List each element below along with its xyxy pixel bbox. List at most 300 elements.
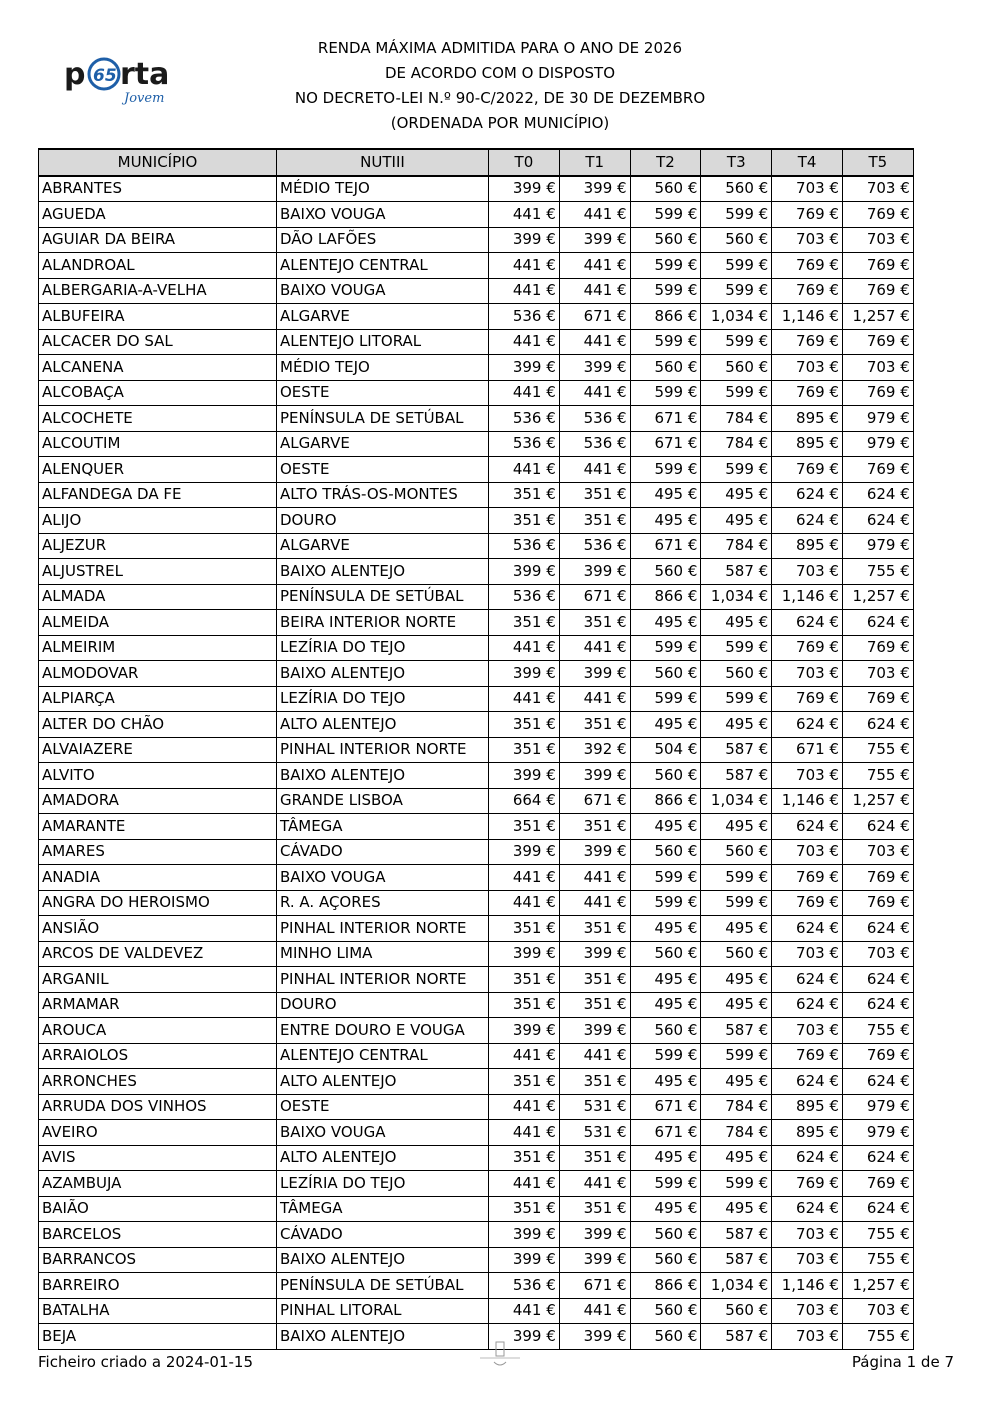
cell-t2: 599 € — [630, 635, 701, 661]
cell-t3: 784 € — [701, 1120, 772, 1146]
cell-t4: 769 € — [772, 865, 843, 891]
cell-t1: 399 € — [559, 839, 630, 865]
cell-t5: 1,257 € — [842, 1273, 913, 1299]
cell-t4: 895 € — [772, 406, 843, 432]
cell-t5: 1,257 € — [842, 304, 913, 330]
cell-t1: 399 € — [559, 176, 630, 202]
cell-t1: 441 € — [559, 635, 630, 661]
cell-municipio: ALMEIDA — [39, 610, 277, 636]
cell-t0: 536 € — [489, 304, 560, 330]
cell-t1: 671 € — [559, 584, 630, 610]
table-row — [39, 890, 914, 916]
porta-65-jovem-logo — [60, 50, 190, 110]
cell-t3: 587 € — [701, 737, 772, 763]
cell-t5: 755 € — [842, 1324, 913, 1350]
cell-municipio: ALCOUTIM — [39, 431, 277, 457]
header-line: NO DECRETO-LEI N.º 90-C/2022, DE 30 DE DEZEMBRO — [294, 89, 706, 107]
cell-t1: 441 € — [559, 1298, 630, 1324]
table-row — [39, 406, 914, 432]
table-row — [39, 457, 914, 483]
document-header — [200, 36, 800, 136]
table-row — [39, 380, 914, 406]
cell-nutiii: DOURO — [277, 508, 489, 534]
cell-t0: 351 € — [489, 1069, 560, 1095]
cell-t5: 769 € — [842, 890, 913, 916]
cell-municipio: AMARANTE — [39, 814, 277, 840]
column-header-municipio: MUNICÍPIO — [39, 149, 277, 176]
cell-t2: 866 € — [630, 1273, 701, 1299]
cell-t5: 624 € — [842, 1196, 913, 1222]
cell-t3: 1,034 € — [701, 584, 772, 610]
table-row — [39, 865, 914, 891]
cell-t2: 560 € — [630, 355, 701, 381]
cell-nutiii: ALTO ALENTEJO — [277, 712, 489, 738]
cell-t0: 399 € — [489, 763, 560, 789]
cell-t4: 703 € — [772, 227, 843, 253]
cell-t3: 495 € — [701, 508, 772, 534]
cell-nutiii: PINHAL LITORAL — [277, 1298, 489, 1324]
cell-t2: 599 € — [630, 890, 701, 916]
cell-t0: 399 € — [489, 1018, 560, 1044]
cell-t2: 495 € — [630, 508, 701, 534]
cell-t4: 769 € — [772, 1171, 843, 1197]
cell-t0: 399 € — [489, 559, 560, 585]
cell-t3: 495 € — [701, 610, 772, 636]
cell-nutiii: ALTO ALENTEJO — [277, 1145, 489, 1171]
table-row — [39, 1298, 914, 1324]
cell-t3: 784 € — [701, 431, 772, 457]
cell-nutiii: R. A. AÇORES — [277, 890, 489, 916]
cell-t4: 769 € — [772, 329, 843, 355]
cell-t3: 599 € — [701, 1171, 772, 1197]
cell-t4: 703 € — [772, 1018, 843, 1044]
cell-t4: 624 € — [772, 1196, 843, 1222]
cell-municipio: AGUIAR DA BEIRA — [39, 227, 277, 253]
cell-municipio: ALTER DO CHÃO — [39, 712, 277, 738]
cell-t5: 624 € — [842, 967, 913, 993]
cell-nutiii: DÃO LAFÕES — [277, 227, 489, 253]
cell-nutiii: ALGARVE — [277, 304, 489, 330]
cell-t3: 495 € — [701, 916, 772, 942]
cell-t4: 1,146 € — [772, 1273, 843, 1299]
rent-table — [38, 148, 914, 1350]
cell-nutiii: CÁVADO — [277, 839, 489, 865]
cell-t1: 441 € — [559, 329, 630, 355]
table-row — [39, 227, 914, 253]
table-row — [39, 584, 914, 610]
cell-t3: 784 € — [701, 1094, 772, 1120]
cell-t5: 769 € — [842, 329, 913, 355]
cell-municipio: BARRANCOS — [39, 1247, 277, 1273]
cell-t3: 599 € — [701, 278, 772, 304]
cell-t5: 769 € — [842, 1171, 913, 1197]
cell-t1: 351 € — [559, 1196, 630, 1222]
cell-t0: 399 € — [489, 941, 560, 967]
cell-nutiii: BAIXO VOUGA — [277, 1120, 489, 1146]
cell-t0: 536 € — [489, 431, 560, 457]
cell-t1: 399 € — [559, 1018, 630, 1044]
table-row — [39, 304, 914, 330]
cell-nutiii: BAIXO ALENTEJO — [277, 763, 489, 789]
cell-t2: 599 € — [630, 865, 701, 891]
table-row — [39, 278, 914, 304]
cell-nutiii: ALENTEJO CENTRAL — [277, 1043, 489, 1069]
cell-t0: 399 € — [489, 176, 560, 202]
cell-t3: 560 € — [701, 355, 772, 381]
table-row — [39, 1171, 914, 1197]
cell-t2: 599 € — [630, 1043, 701, 1069]
cell-t5: 769 € — [842, 1043, 913, 1069]
cell-t3: 560 € — [701, 941, 772, 967]
cell-t0: 399 € — [489, 661, 560, 687]
cell-t3: 560 € — [701, 1298, 772, 1324]
table-row — [39, 1196, 914, 1222]
cell-t4: 769 € — [772, 278, 843, 304]
cell-t5: 769 € — [842, 686, 913, 712]
cell-t3: 587 € — [701, 559, 772, 585]
cell-t5: 755 € — [842, 1018, 913, 1044]
cell-t2: 599 € — [630, 202, 701, 228]
cell-t0: 351 € — [489, 814, 560, 840]
cell-t4: 703 € — [772, 941, 843, 967]
footer-created-date: Ficheiro criado a 2024-01-15 — [38, 1353, 254, 1371]
table-row — [39, 712, 914, 738]
cell-municipio: ALCOCHETE — [39, 406, 277, 432]
cell-municipio: AGUEDA — [39, 202, 277, 228]
header-line: RENDA MÁXIMA ADMITIDA PARA O ANO DE 2026 — [317, 39, 683, 57]
table-row — [39, 788, 914, 814]
cell-t1: 392 € — [559, 737, 630, 763]
cell-t5: 703 € — [842, 227, 913, 253]
cell-t2: 866 € — [630, 788, 701, 814]
cell-t1: 441 € — [559, 686, 630, 712]
table-row — [39, 610, 914, 636]
cell-t4: 703 € — [772, 839, 843, 865]
cell-municipio: BEJA — [39, 1324, 277, 1350]
cell-nutiii: LEZÍRIA DO TEJO — [277, 686, 489, 712]
cell-municipio: ALJEZUR — [39, 533, 277, 559]
cell-t0: 351 € — [489, 967, 560, 993]
cell-nutiii: OESTE — [277, 457, 489, 483]
cell-t4: 624 € — [772, 482, 843, 508]
table-row — [39, 686, 914, 712]
cell-t1: 399 € — [559, 559, 630, 585]
cell-nutiii: BAIXO ALENTEJO — [277, 1247, 489, 1273]
cell-municipio: ANADIA — [39, 865, 277, 891]
cell-municipio: AVEIRO — [39, 1120, 277, 1146]
cell-t0: 441 € — [489, 1043, 560, 1069]
cell-t0: 351 € — [489, 712, 560, 738]
cell-t0: 399 € — [489, 227, 560, 253]
cell-nutiii: OESTE — [277, 1094, 489, 1120]
cell-t5: 624 € — [842, 1069, 913, 1095]
cell-nutiii: LEZÍRIA DO TEJO — [277, 1171, 489, 1197]
cell-t0: 441 € — [489, 380, 560, 406]
cell-municipio: ARMAMAR — [39, 992, 277, 1018]
cell-t2: 560 € — [630, 1222, 701, 1248]
cell-t3: 587 € — [701, 1222, 772, 1248]
table-row — [39, 559, 914, 585]
table-row — [39, 635, 914, 661]
cell-municipio: ALCANENA — [39, 355, 277, 381]
cell-t0: 441 € — [489, 1298, 560, 1324]
cell-t5: 755 € — [842, 559, 913, 585]
cell-t3: 560 € — [701, 661, 772, 687]
cell-t2: 560 € — [630, 176, 701, 202]
cell-t3: 1,034 € — [701, 788, 772, 814]
cell-t1: 531 € — [559, 1120, 630, 1146]
cell-t5: 769 € — [842, 635, 913, 661]
cell-t5: 979 € — [842, 533, 913, 559]
cell-t1: 441 € — [559, 380, 630, 406]
cell-t4: 1,146 € — [772, 788, 843, 814]
cell-t2: 495 € — [630, 992, 701, 1018]
cell-t5: 1,257 € — [842, 788, 913, 814]
cell-t2: 560 € — [630, 227, 701, 253]
cell-t0: 351 € — [489, 508, 560, 534]
cell-t0: 441 € — [489, 865, 560, 891]
cell-t1: 671 € — [559, 788, 630, 814]
cell-t2: 671 € — [630, 1120, 701, 1146]
cell-t4: 703 € — [772, 355, 843, 381]
cell-municipio: ALBERGARIA-A-VELHA — [39, 278, 277, 304]
cell-t5: 624 € — [842, 712, 913, 738]
cell-t0: 351 € — [489, 737, 560, 763]
cell-nutiii: MÉDIO TEJO — [277, 176, 489, 202]
cell-nutiii: BAIXO ALENTEJO — [277, 661, 489, 687]
cell-t1: 351 € — [559, 916, 630, 942]
cell-nutiii: PINHAL INTERIOR NORTE — [277, 967, 489, 993]
cell-municipio: ALVITO — [39, 763, 277, 789]
cell-t4: 624 € — [772, 712, 843, 738]
table-row — [39, 1120, 914, 1146]
cell-t4: 895 € — [772, 431, 843, 457]
cell-t1: 351 € — [559, 610, 630, 636]
cell-municipio: ARRONCHES — [39, 1069, 277, 1095]
cell-t4: 769 € — [772, 1043, 843, 1069]
cell-t5: 624 € — [842, 916, 913, 942]
cell-t5: 624 € — [842, 814, 913, 840]
cell-t2: 495 € — [630, 482, 701, 508]
cell-t2: 495 € — [630, 1196, 701, 1222]
table-row — [39, 1043, 914, 1069]
cell-nutiii: BAIXO ALENTEJO — [277, 1324, 489, 1350]
cell-t0: 351 € — [489, 916, 560, 942]
cell-t1: 351 € — [559, 992, 630, 1018]
cell-municipio: ALANDROAL — [39, 253, 277, 279]
table-row — [39, 431, 914, 457]
cell-t1: 531 € — [559, 1094, 630, 1120]
cell-t1: 351 € — [559, 1145, 630, 1171]
cell-municipio: ALCACER DO SAL — [39, 329, 277, 355]
cell-t3: 560 € — [701, 839, 772, 865]
cell-municipio: ALBUFEIRA — [39, 304, 277, 330]
cell-municipio: BATALHA — [39, 1298, 277, 1324]
cell-nutiii: GRANDE LISBOA — [277, 788, 489, 814]
cell-t2: 495 € — [630, 967, 701, 993]
cell-t3: 495 € — [701, 1145, 772, 1171]
cell-t3: 599 € — [701, 1043, 772, 1069]
cell-t1: 351 € — [559, 1069, 630, 1095]
cell-t5: 703 € — [842, 661, 913, 687]
cell-t4: 769 € — [772, 253, 843, 279]
table-row — [39, 1069, 914, 1095]
cell-t3: 599 € — [701, 202, 772, 228]
cell-t4: 703 € — [772, 1247, 843, 1273]
table-row — [39, 355, 914, 381]
cell-t1: 351 € — [559, 814, 630, 840]
cell-t2: 560 € — [630, 941, 701, 967]
cell-municipio: ALCOBAÇA — [39, 380, 277, 406]
cell-t2: 671 € — [630, 533, 701, 559]
cell-t3: 587 € — [701, 1247, 772, 1273]
cell-t3: 587 € — [701, 1018, 772, 1044]
column-header-t3: T3 — [701, 149, 772, 176]
cell-t3: 599 € — [701, 686, 772, 712]
cell-t2: 560 € — [630, 1247, 701, 1273]
cell-t4: 703 € — [772, 1222, 843, 1248]
cell-t5: 624 € — [842, 610, 913, 636]
cell-municipio: ANGRA DO HEROISMO — [39, 890, 277, 916]
cell-t2: 560 € — [630, 661, 701, 687]
cell-t3: 599 € — [701, 635, 772, 661]
cell-t5: 703 € — [842, 941, 913, 967]
emblem-icon — [470, 1340, 530, 1370]
cell-t5: 703 € — [842, 355, 913, 381]
column-header-t4: T4 — [772, 149, 843, 176]
cell-t2: 599 € — [630, 457, 701, 483]
cell-t3: 784 € — [701, 406, 772, 432]
cell-t3: 1,034 € — [701, 304, 772, 330]
cell-municipio: ALMADA — [39, 584, 277, 610]
cell-nutiii: BAIXO ALENTEJO — [277, 559, 489, 585]
cell-t1: 399 € — [559, 1324, 630, 1350]
cell-t4: 703 € — [772, 1298, 843, 1324]
cell-t1: 351 € — [559, 482, 630, 508]
cell-nutiii: ENTRE DOURO E VOUGA — [277, 1018, 489, 1044]
cell-t0: 351 € — [489, 992, 560, 1018]
cell-t0: 441 € — [489, 253, 560, 279]
cell-municipio: ARRAIOLOS — [39, 1043, 277, 1069]
cell-t5: 624 € — [842, 992, 913, 1018]
cell-nutiii: ALGARVE — [277, 533, 489, 559]
cell-t0: 351 € — [489, 482, 560, 508]
cell-t2: 866 € — [630, 584, 701, 610]
cell-t4: 703 € — [772, 661, 843, 687]
cell-t1: 536 € — [559, 431, 630, 457]
cell-t4: 624 € — [772, 967, 843, 993]
cell-t0: 399 € — [489, 839, 560, 865]
cell-nutiii: ALGARVE — [277, 431, 489, 457]
cell-nutiii: ALTO ALENTEJO — [277, 1069, 489, 1095]
cell-t4: 624 € — [772, 814, 843, 840]
column-header-t1: T1 — [559, 149, 630, 176]
cell-t4: 769 € — [772, 202, 843, 228]
cell-t1: 441 € — [559, 1043, 630, 1069]
svg-text:Jovem: Jovem — [124, 91, 165, 106]
cell-t5: 979 € — [842, 406, 913, 432]
cell-municipio: AMADORA — [39, 788, 277, 814]
table-row — [39, 967, 914, 993]
cell-t0: 441 € — [489, 202, 560, 228]
cell-t5: 979 € — [842, 431, 913, 457]
table-row — [39, 533, 914, 559]
table-header-row — [39, 149, 914, 176]
cell-t2: 599 € — [630, 686, 701, 712]
cell-t5: 979 € — [842, 1120, 913, 1146]
cell-t5: 769 € — [842, 380, 913, 406]
cell-t4: 624 € — [772, 508, 843, 534]
cell-municipio: ALFANDEGA DA FE — [39, 482, 277, 508]
cell-municipio: ALENQUER — [39, 457, 277, 483]
cell-t2: 599 € — [630, 380, 701, 406]
cell-t4: 624 € — [772, 992, 843, 1018]
cell-t3: 495 € — [701, 712, 772, 738]
cell-municipio: AVIS — [39, 1145, 277, 1171]
cell-t1: 441 € — [559, 278, 630, 304]
cell-t3: 560 € — [701, 176, 772, 202]
cell-t4: 1,146 € — [772, 304, 843, 330]
cell-municipio: ALJUSTREL — [39, 559, 277, 585]
cell-t4: 769 € — [772, 380, 843, 406]
cell-municipio: ANSIÃO — [39, 916, 277, 942]
table-row — [39, 176, 914, 202]
cell-municipio: AZAMBUJA — [39, 1171, 277, 1197]
cell-municipio: ARCOS DE VALDEVEZ — [39, 941, 277, 967]
cell-t1: 441 € — [559, 457, 630, 483]
table-row — [39, 661, 914, 687]
cell-t4: 895 € — [772, 1120, 843, 1146]
cell-t0: 441 € — [489, 890, 560, 916]
cell-nutiii: ALTO TRÁS-OS-MONTES — [277, 482, 489, 508]
cell-t4: 769 € — [772, 890, 843, 916]
cell-t2: 560 € — [630, 763, 701, 789]
cell-t3: 599 € — [701, 865, 772, 891]
cell-t0: 441 € — [489, 1120, 560, 1146]
cell-t5: 703 € — [842, 1298, 913, 1324]
cell-t3: 495 € — [701, 482, 772, 508]
cell-nutiii: PINHAL INTERIOR NORTE — [277, 916, 489, 942]
cell-t1: 351 € — [559, 967, 630, 993]
cell-municipio: ALMEIRIM — [39, 635, 277, 661]
column-header-t0: T0 — [489, 149, 560, 176]
table-row — [39, 253, 914, 279]
cell-t1: 399 € — [559, 941, 630, 967]
cell-t0: 351 € — [489, 1196, 560, 1222]
cell-t3: 495 € — [701, 992, 772, 1018]
cell-t4: 895 € — [772, 533, 843, 559]
cell-t5: 755 € — [842, 1247, 913, 1273]
table-row — [39, 916, 914, 942]
table-row — [39, 1145, 914, 1171]
cell-t2: 495 € — [630, 1145, 701, 1171]
cell-t4: 895 € — [772, 1094, 843, 1120]
cell-nutiii: BAIXO VOUGA — [277, 278, 489, 304]
cell-t5: 755 € — [842, 1222, 913, 1248]
cell-municipio: ALPIARÇA — [39, 686, 277, 712]
table-row — [39, 941, 914, 967]
cell-t4: 703 € — [772, 176, 843, 202]
cell-nutiii: TÂMEGA — [277, 814, 489, 840]
cell-t2: 560 € — [630, 839, 701, 865]
cell-t2: 495 € — [630, 1069, 701, 1095]
cell-t0: 536 € — [489, 406, 560, 432]
cell-t1: 399 € — [559, 661, 630, 687]
cell-t3: 599 € — [701, 457, 772, 483]
cell-nutiii: PINHAL INTERIOR NORTE — [277, 737, 489, 763]
cell-t0: 441 € — [489, 1171, 560, 1197]
cell-t2: 560 € — [630, 1298, 701, 1324]
